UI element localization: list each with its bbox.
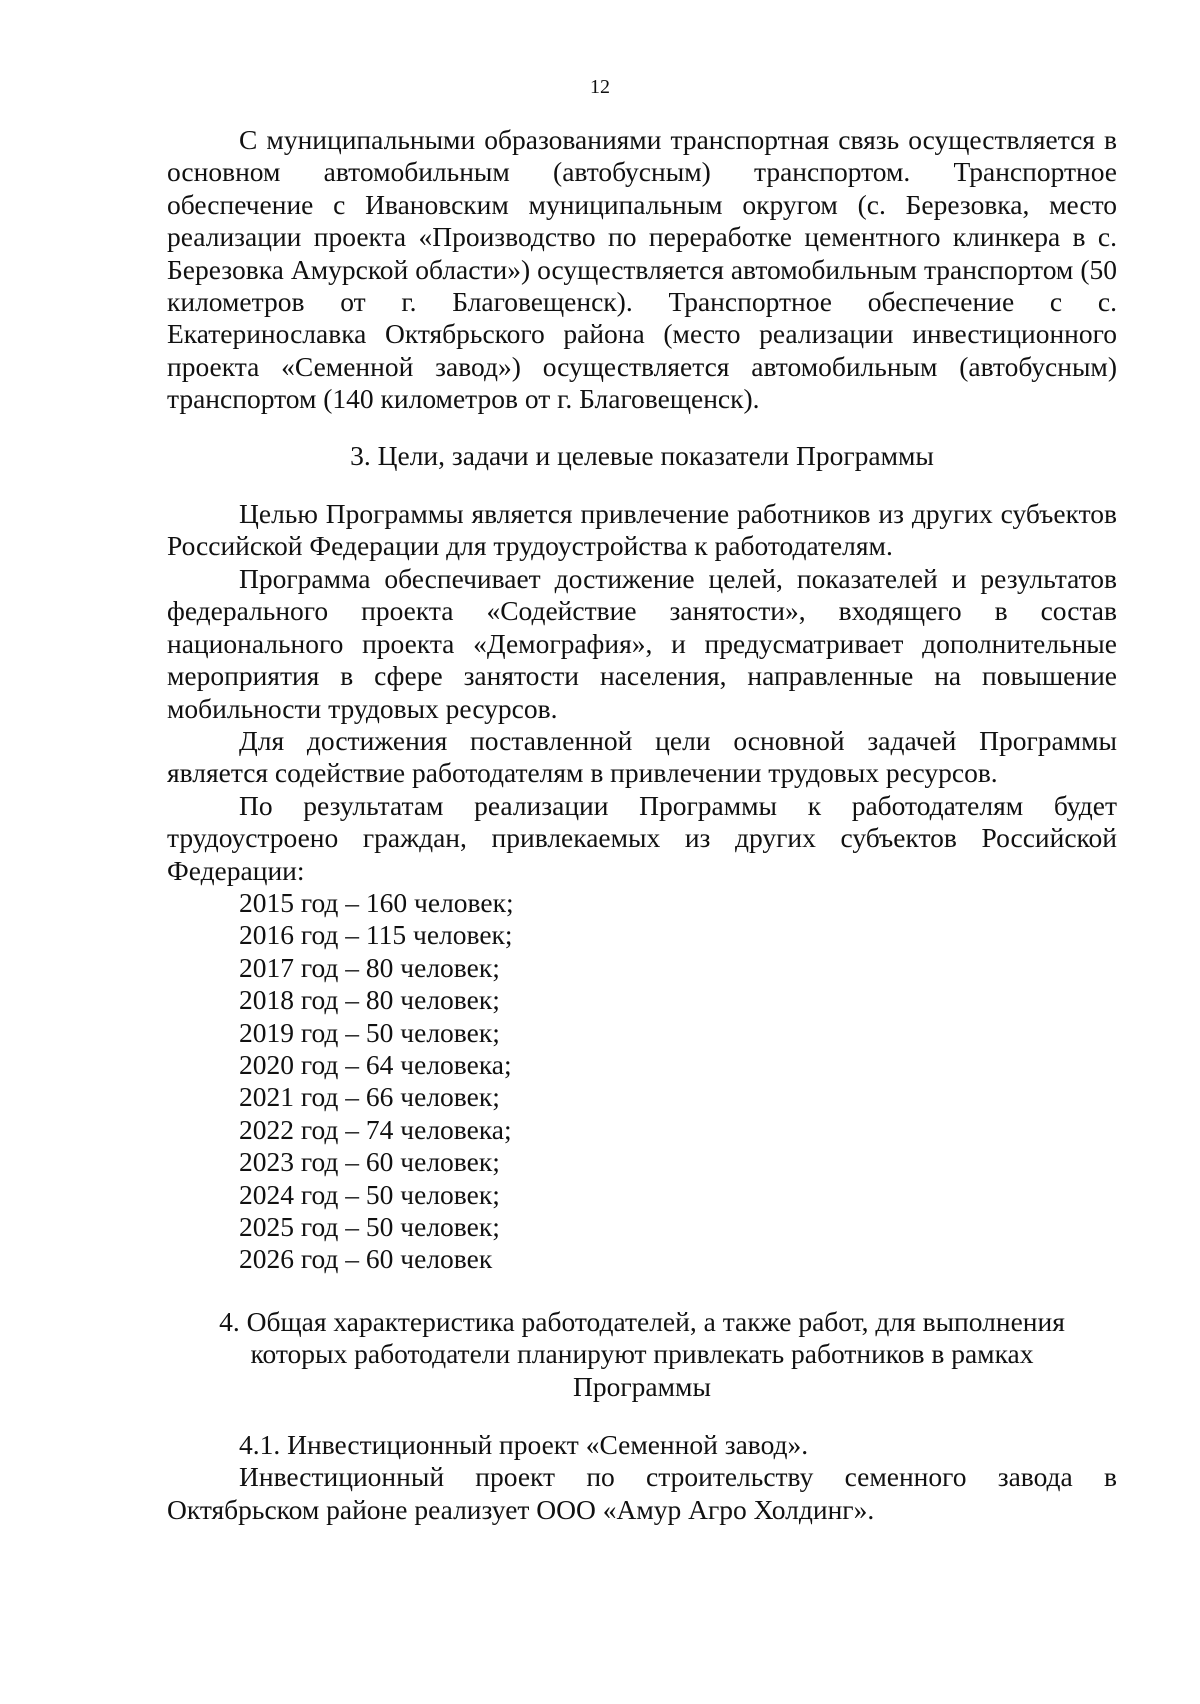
list-item: 2019 год – 50 человек; [239,1016,500,1048]
section-3-heading: 3. Цели, задачи и целевые показатели Программы [350,439,934,471]
section-3-paragraph-1: Целью Программы является привлечение работников из других субъектов Российской Федерации для трудоустройства к работодателям. [167,498,1117,562]
section-3-paragraph-2: Программа обеспечивает достижение целей, показателей и результатов федерального проекта «Содействие занятости», входящего в состав национального проекта «Демография», и предусматривает дополнительные мероприятия в сфере занятости населения, направленные на повышение мобильности трудовых ресурсов. [167,562,1117,724]
list-item: 2026 год – 60 человек [239,1243,493,1275]
page-number: 12 [590,76,610,98]
section-4-paragraph: Инвестиционный проект по строительству семенного завода в Октябрьском районе реализует ООО «Амур Агро Холдинг». [167,1461,1117,1525]
list-item: 2023 год – 60 человек; [239,1146,500,1178]
list-item: 2018 год – 80 человек; [239,984,500,1016]
document-body [167,124,1117,1526]
list-item: 2020 год – 64 человека; [239,1048,512,1080]
subsection-4-1-title: 4.1. Инвестиционный проект «Семенной завод». [239,1429,809,1461]
section-3-paragraph-3: Для достижения поставленной цели основной задачей Программы является содействие работодателям в привлечении трудовых ресурсов. [167,724,1117,789]
list-item: 2024 год – 50 человек; [239,1178,500,1210]
list-item: 2017 год – 80 человек; [239,951,500,983]
yearly-targets-list [167,887,1117,1276]
section-3-paragraph-4: По результатам реализации Программы к работодателям будет трудоустроено граждан, привлекаемых из других субъектов Российской Федерации: [167,789,1117,886]
section-4-heading: 4. Общая характеристика работодателей, а также работ, для выполнения которых работодатели планируют привлекать работников в рамках Программы [219,1305,1065,1402]
transport-paragraph: С муниципальными образованиями транспортная связь осуществляется в основном автомобильным (автобусным) транспортом. Транспортное обеспечение с Ивановским муниципальным округом (с. Березовка, место реализации проекта «Производство по переработке цементного клинкера в с. Березовка Амурской области») осуществляется автомобильным транспортом (50 километров от г. Благовещенск). Транспортное обеспечение с с. Екатеринославка Октябрьского района (место реализации инвестиционного проекта «Семенной завод») осуществляется автомобильным (автобусным) транспортом (140 километров от г. Благовещенск). [167,124,1117,415]
list-item: 2015 год – 160 человек; [239,886,514,918]
list-item: 2016 год – 115 человек; [239,919,513,951]
list-item: 2022 год – 74 человека; [239,1113,512,1145]
list-item: 2025 год – 50 человек; [239,1211,500,1242]
list-item: 2021 год – 66 человек; [239,1081,500,1113]
